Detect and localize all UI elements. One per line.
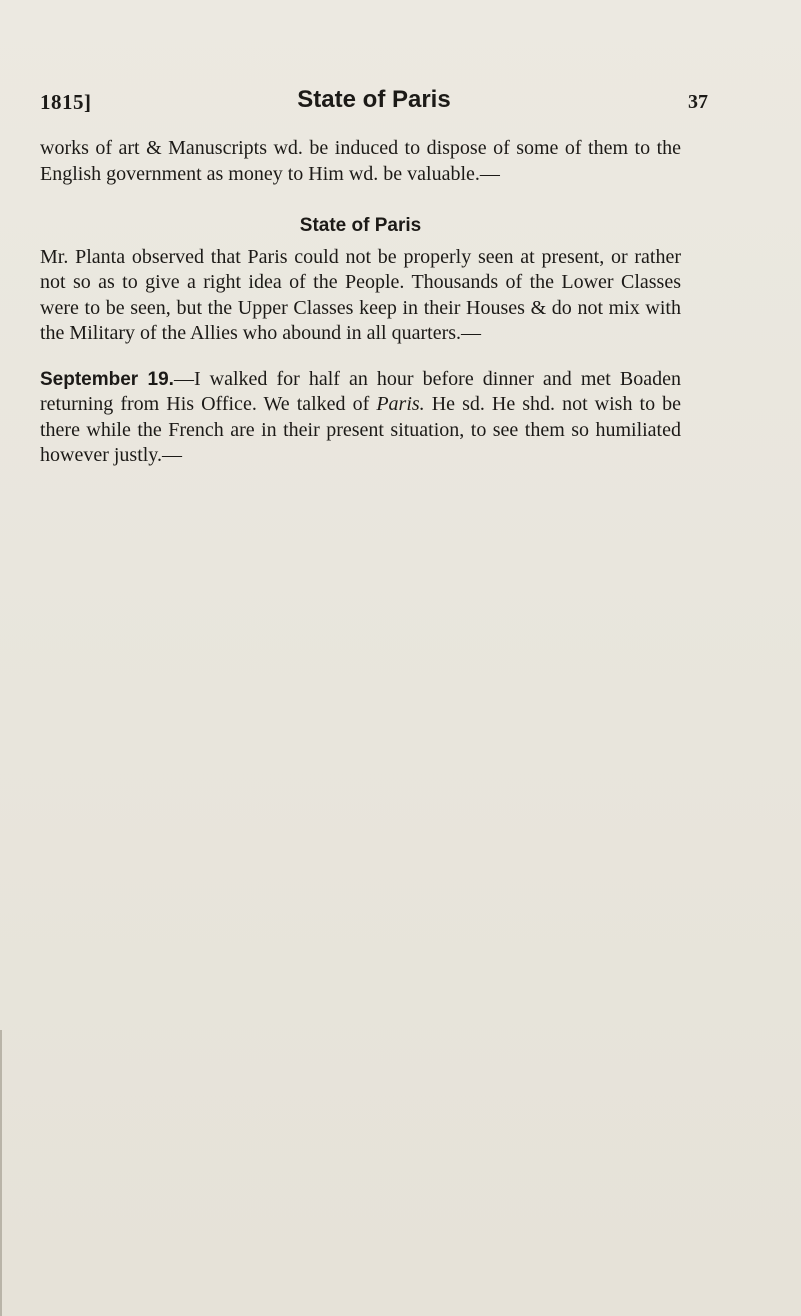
section-heading: State of Paris [299,215,422,236]
running-head [40,84,708,124]
entry-date: September 19. [40,368,174,390]
body-text [40,136,681,469]
paragraph-continued: works of art & Manuscripts wd. be induced to dispose of some of them to the English government as money to Him wd. be valuable.— [40,137,681,185]
running-head-year: 1815] [40,90,92,114]
diary-entry-september-19 [40,367,681,469]
entry-italic-word: Paris. [376,393,425,415]
entry-text-part-2: He sd. He shd. not wish to be there while the French are in their present situation, to see them so humiliated however justly.— [40,393,681,466]
entry-text-part-1: —I walked for half an hour before dinner and met Boaden returning from His Office. We talked of [40,367,681,415]
page-edge-shadow [0,1030,2,1316]
running-head-title: State of Paris [297,86,451,113]
paragraph-planta: Mr. Planta observed that Paris could not be properly seen at present, or rather not so as to give a right idea of the People. Thousands of the Lower Classes were to be seen, but the Upper Classes keep in their Houses & do not mix with the Military of the Allies who abound in all quarters.— [40,245,681,344]
page-number: 37 [688,91,708,113]
